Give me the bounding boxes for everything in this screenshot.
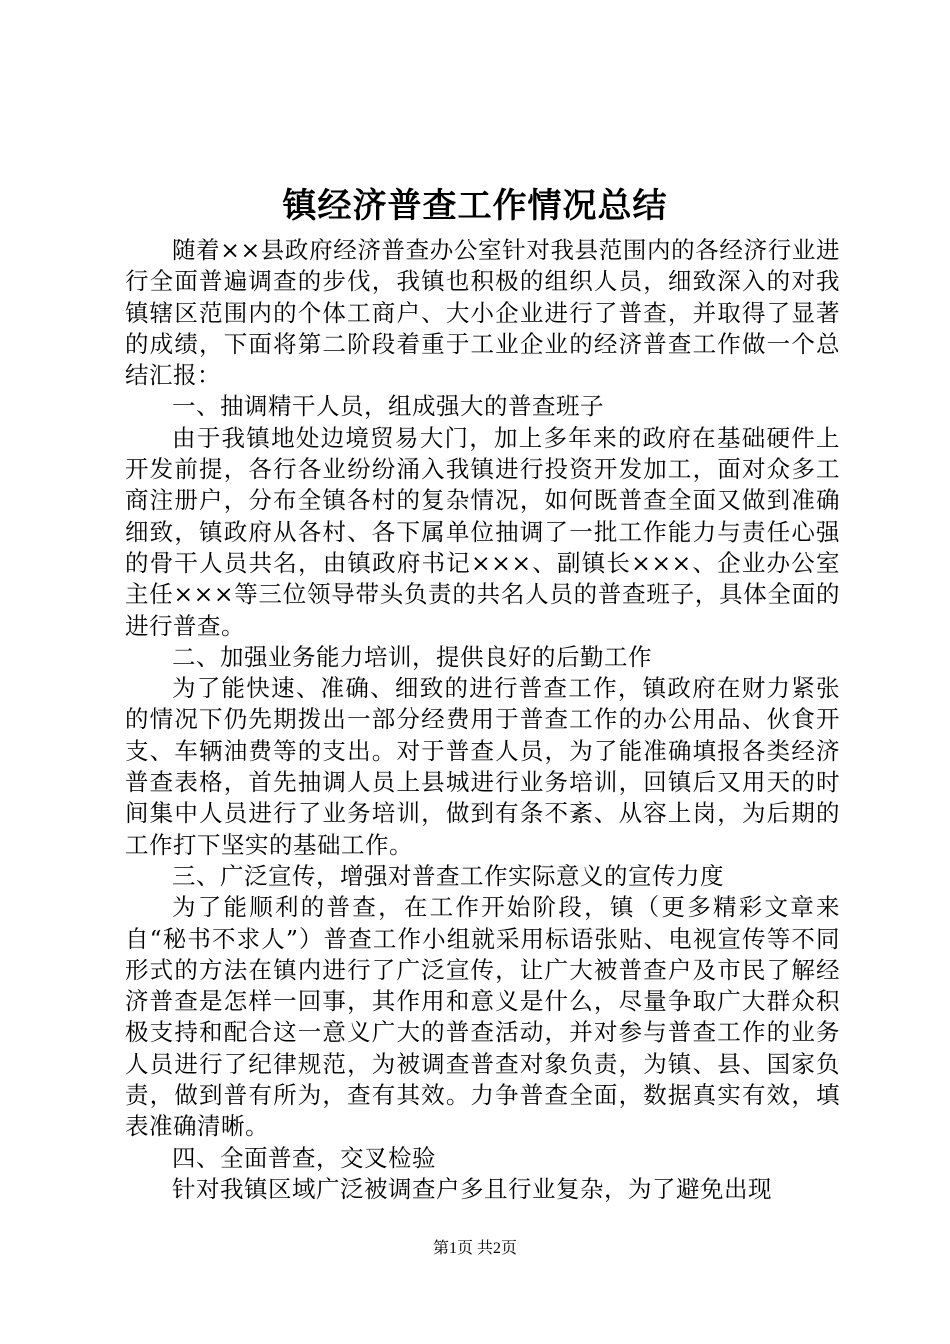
paragraph-section-2: 为了能快速、准确、细致的进行普查工作，镇政府在财力紧张的情况下仍先期拨出一部分经费用于普查工作的办公用品、伙食开支、车辆油费等的支出。对于普查人员，为了能准确填报各类经济普查表格，首先抽调人员上县城进行业务培训，回镇后又用天的时间集中人员进行了业务培训，做到有条不紊、从容上岗，为后期的工作打下坚实的基础工作。	[125, 674, 840, 859]
document-title: 镇经济普查工作情况总结	[282, 186, 668, 226]
paragraph-intro: 随着××县政府经济普查办公室针对我县范围内的各经济行业进行全面普遍调查的步伐，我镇也积极的组织人员，细致深入的对我镇辖区范围内的个体工商户、大小企业进行了普查，并取得了显著的成绩，下面将第二阶段着重于工业企业的经济普查工作做一个总结汇报：	[125, 236, 840, 390]
paragraph-section-4: 针对我镇区域广泛被调查户多且行业复杂，为了避免出现	[172, 1174, 772, 1203]
section-heading-3: 三、广泛宣传，增强对普查工作实际意义的宣传力度	[172, 861, 724, 890]
document-body	[125, 235, 840, 1205]
paragraph-section-3: 为了能顺利的普查，在工作开始阶段，镇（更多精彩文章来自“秘书不求人”）普查工作小组就采用标语张贴、电视宣传等不同形式的方法在镇内进行了广泛宣传，让广大被普查户及市民了解经济普查是怎样一回事，其作用和意义是什么，尽量争取广大群众积极支持和配合这一意义广大的普查活动，并对参与普查工作的业务人员进行了纪律规范，为被调查普查对象负责，为镇、县、国家负责，做到普有所为，查有其效。力争普查全面，数据真实有效，填表准确清晰。	[125, 893, 840, 1141]
section-heading-4: 四、全面普查，交叉检验	[172, 1143, 436, 1172]
paragraph-section-1: 由于我镇地处边境贸易大门，加上多年来的政府在基础硬件上开发前提，各行各业纷纷涌入我镇进行投资开发加工，面对众多工商注册户，分布全镇各村的复杂情况，如何既普查全面又做到准确细致，镇政府从各村、各下属单位抽调了一批工作能力与责任心强的骨干人员共名，由镇政府书记×××、副镇长×××、企业办公室主任×××等三位领导带头负责的共名人员的普查班子，具体全面的进行普查。	[125, 423, 840, 640]
page-footer: 第1页 共2页	[432, 1240, 517, 1257]
section-heading-1: 一、抽调精干人员，组成强大的普查班子	[172, 392, 604, 421]
section-heading-2: 二、加强业务能力培训，提供良好的后勤工作	[172, 642, 652, 671]
